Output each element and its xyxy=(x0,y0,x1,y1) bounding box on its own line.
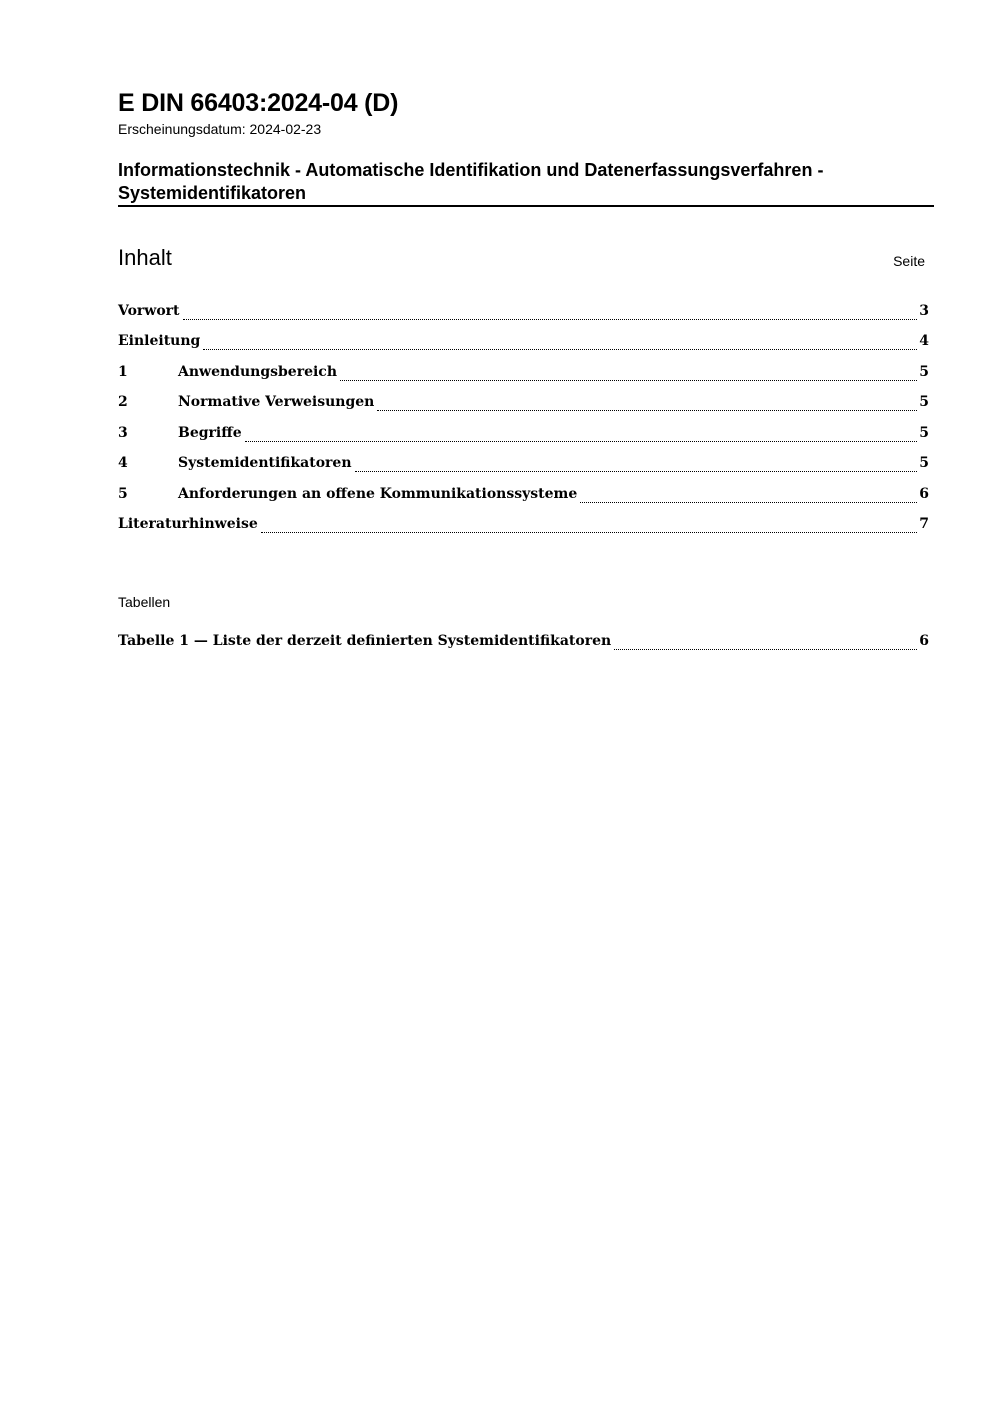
toc-entry-title: Einleitung xyxy=(118,333,201,349)
toc-entry-einleitung[interactable] xyxy=(118,333,929,353)
toc-entry-normative-verweisungen[interactable] xyxy=(118,394,929,414)
toc-entry-title: Anforderungen an offene Kommunikationssysteme xyxy=(178,486,578,502)
toc-heading: Inhalt xyxy=(118,245,172,270)
toc-entry-systemidentifikatoren[interactable] xyxy=(118,455,929,475)
table-entry-page: 6 xyxy=(919,633,929,649)
toc-entry-vorwort[interactable] xyxy=(118,303,929,323)
toc-entry-title: Literaturhinweise xyxy=(118,516,258,532)
toc-leader-dots xyxy=(377,410,917,411)
table-entry-tabelle-1[interactable] xyxy=(118,633,929,653)
toc-entry-title: Vorwort xyxy=(118,303,180,319)
toc-entry-page: 5 xyxy=(919,364,929,380)
title-divider xyxy=(118,205,934,207)
toc-leader-dots xyxy=(245,441,918,442)
toc-leader-dots xyxy=(340,380,917,381)
toc-entry-title: Normative Verweisungen xyxy=(178,394,375,410)
toc-entry-anwendungsbereich[interactable] xyxy=(118,364,929,384)
toc-leader-dots xyxy=(261,532,918,533)
toc-entry-page: 7 xyxy=(919,516,929,532)
table-entry-title: Tabelle 1 — Liste der derzeit definierten Systemidentifikatoren xyxy=(118,633,612,649)
toc-entry-page: 3 xyxy=(919,303,929,319)
toc-entry-page: 5 xyxy=(919,455,929,471)
toc-leader-dots xyxy=(355,471,918,472)
toc-leader-dots xyxy=(183,319,918,320)
toc-entry-title: Anwendungsbereich xyxy=(178,364,337,380)
toc-entry-number: 2 xyxy=(118,394,128,410)
toc-entry-number: 1 xyxy=(118,364,128,380)
toc-entry-page: 6 xyxy=(919,486,929,502)
toc-entry-literaturhinweise[interactable] xyxy=(118,516,929,536)
toc-entry-page: 4 xyxy=(919,333,929,349)
publication-date: Erscheinungsdatum: 2024-02-23 xyxy=(118,121,322,137)
toc-entry-page: 5 xyxy=(919,394,929,410)
toc-leader-dots xyxy=(614,649,917,650)
toc-entry-page: 5 xyxy=(919,425,929,441)
toc-leader-dots xyxy=(580,502,917,503)
toc-entry-title: Systemidentifikatoren xyxy=(178,455,352,471)
document-number: E DIN 66403:2024-04 (D) xyxy=(118,89,399,117)
document-title: Informationstechnik - Automatische Identifikation und Datenerfassungsverfahren - Systemidentifikatoren xyxy=(118,160,824,203)
toc-entry-number: 4 xyxy=(118,455,128,471)
toc-entry-title: Begriffe xyxy=(178,425,242,441)
toc-entry-begriffe[interactable] xyxy=(118,425,929,445)
toc-leader-dots xyxy=(203,349,917,350)
toc-entry-number: 3 xyxy=(118,425,128,441)
tables-heading: Tabellen xyxy=(118,594,171,610)
toc-entry-number: 5 xyxy=(118,486,128,502)
toc-entry-anforderungen[interactable] xyxy=(118,486,929,506)
page-column-label: Seite xyxy=(893,253,925,269)
